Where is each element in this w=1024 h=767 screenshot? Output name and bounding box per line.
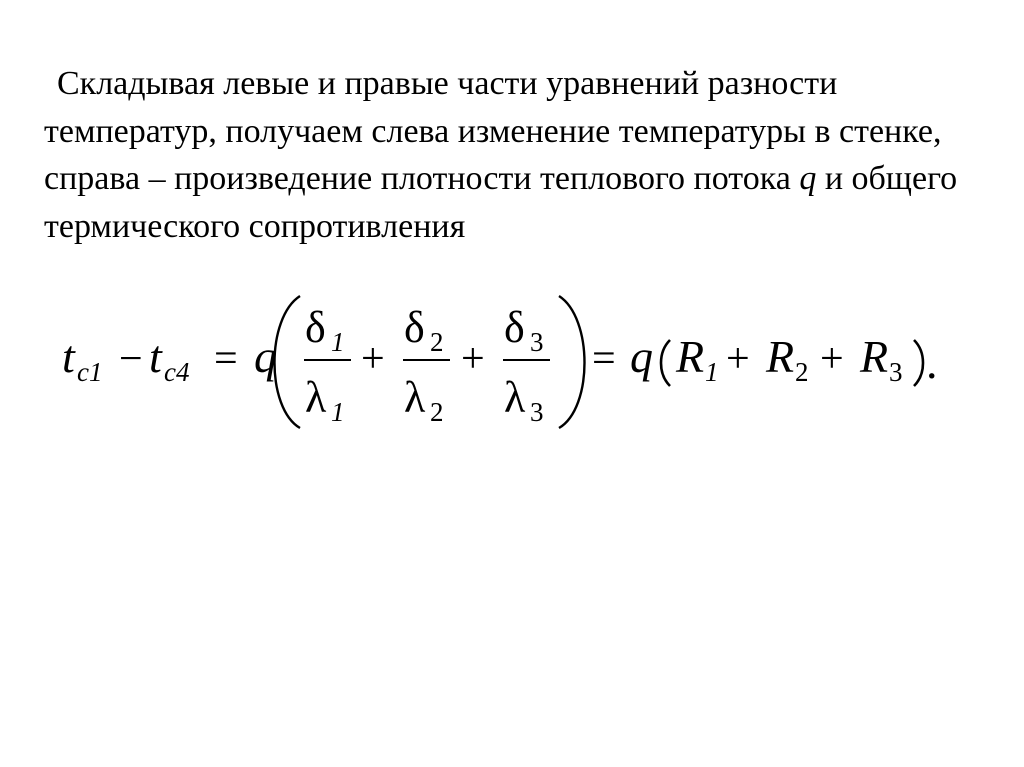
lambda-symbol: λ	[504, 373, 526, 422]
lambda-subscript-2: 2	[430, 397, 444, 427]
q-symbol: q	[630, 331, 653, 382]
left-parenthesis-small	[661, 340, 670, 386]
r-symbol: R	[860, 331, 889, 382]
delta-symbol: δ	[404, 303, 425, 352]
lambda-subscript-3: 3	[530, 397, 544, 427]
r-subscript-2: 2	[795, 357, 809, 387]
lambda-symbol: λ	[404, 373, 426, 422]
period: .	[926, 337, 938, 388]
delta-subscript-1: 1	[331, 327, 345, 357]
right-parenthesis	[559, 296, 585, 428]
plus-sign: +	[820, 336, 844, 382]
t-symbol: t	[62, 331, 75, 382]
plus-sign: +	[461, 336, 485, 382]
left-parenthesis	[275, 296, 301, 428]
delta-subscript-2: 2	[430, 327, 444, 357]
plus-sign: +	[361, 336, 385, 382]
subscript-c1: c1	[77, 357, 103, 387]
delta-symbol: δ	[305, 303, 326, 352]
r-subscript-1: 1	[705, 357, 719, 387]
subscript-c4: c4	[164, 357, 190, 387]
paragraph-text: Складывая левые и правые части уравнений разности температур, получаем слева изменение температуры в стенке, справа – произведение плотности теплового потока	[44, 65, 942, 197]
r-subscript-3: 3	[889, 357, 903, 387]
right-parenthesis-small	[914, 340, 923, 386]
r-symbol: R	[766, 331, 795, 382]
t-symbol: t	[149, 331, 162, 382]
paragraph-text-end: и общего термического сопротивления	[44, 160, 958, 245]
equals-sign: =	[592, 336, 616, 382]
q-symbol: q	[254, 331, 277, 382]
delta-subscript-3: 3	[530, 327, 544, 357]
paragraph-q-symbol: q	[799, 160, 817, 197]
plus-sign: +	[726, 336, 750, 382]
equals-sign: =	[214, 336, 238, 382]
delta-symbol: δ	[504, 303, 525, 352]
lambda-symbol: λ	[305, 373, 327, 422]
minus-sign: −	[119, 336, 143, 382]
lambda-subscript-1: 1	[331, 397, 345, 427]
r-symbol: R	[676, 331, 705, 382]
